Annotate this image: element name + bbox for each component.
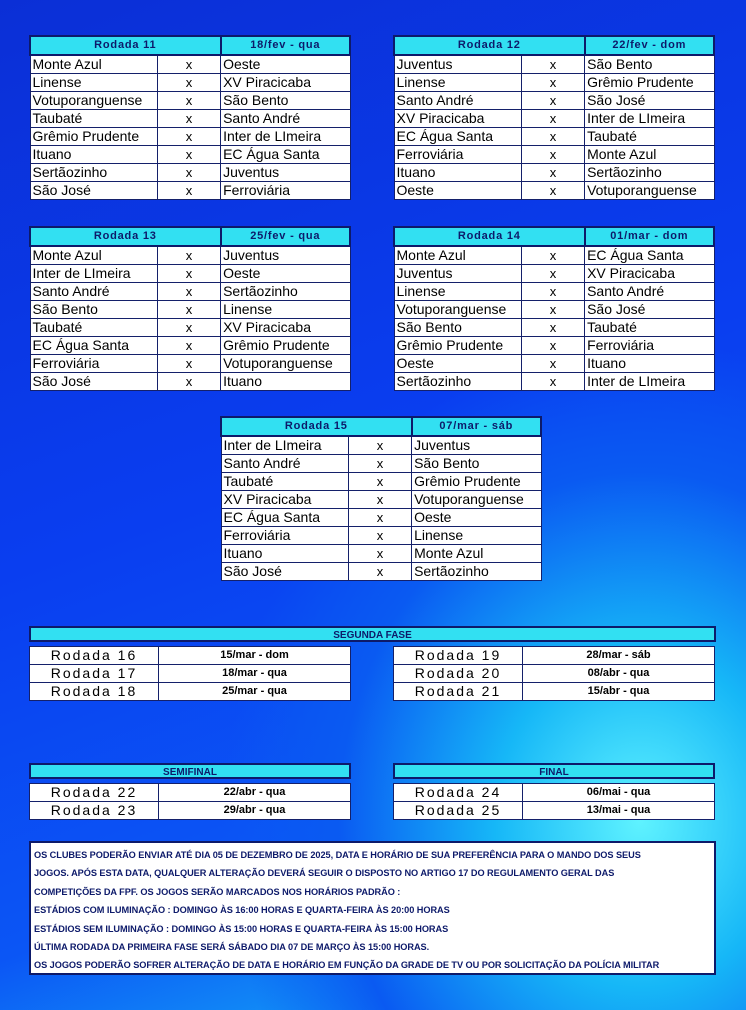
round-date: 25/mar - qua — [159, 683, 351, 701]
home-team: XV Piracicaba — [221, 491, 348, 509]
round-date: 15/mar - dom — [159, 647, 351, 665]
away-team: Inter de LImeira — [221, 128, 350, 146]
away-team: Juventus — [221, 246, 350, 265]
versus-mark: x — [348, 455, 411, 473]
round-name: Rodada 23 — [30, 802, 159, 820]
round-date: 28/mar - sáb — [523, 647, 715, 665]
home-team: São José — [30, 373, 157, 391]
round-date: 25/fev - qua — [221, 227, 350, 246]
match-row — [30, 355, 350, 373]
versus-mark: x — [521, 182, 584, 200]
round-title: Rodada 11 — [30, 36, 221, 55]
round-15-table — [220, 416, 542, 581]
versus-mark: x — [157, 128, 220, 146]
match-row — [221, 563, 541, 581]
away-team: Grêmio Prudente — [221, 337, 350, 355]
semifinal-header: SEMIFINAL — [29, 763, 351, 779]
home-team: EC Água Santa — [394, 128, 521, 146]
home-team: São José — [221, 563, 348, 581]
away-team: Oeste — [412, 509, 541, 527]
away-team: Ferroviária — [221, 182, 350, 200]
segunda-fase-left — [29, 646, 351, 701]
away-team: Linense — [221, 301, 350, 319]
home-team: Santo André — [30, 283, 157, 301]
round-title: Rodada 15 — [221, 417, 412, 436]
away-team: Votuporanguense — [585, 182, 714, 200]
phase-row — [394, 802, 715, 820]
versus-mark: x — [521, 373, 584, 391]
match-row — [30, 128, 350, 146]
phase-row — [394, 683, 715, 701]
versus-mark: x — [157, 319, 220, 337]
round-12-table — [393, 35, 715, 200]
away-team: Taubaté — [585, 319, 714, 337]
segunda-fase-header: SEGUNDA FASE — [29, 626, 716, 642]
match-row — [30, 55, 350, 74]
versus-mark: x — [157, 92, 220, 110]
note-line: OS CLUBES PODERÃO ENVIAR ATÉ DIA 05 DE DEZEMBRO DE 2025, DATA E HORÁRIO DE SUA PREFERÊNCIA PARA O MANDO DOS SEUS — [34, 850, 641, 860]
match-row — [394, 110, 714, 128]
notes-box — [29, 841, 716, 975]
versus-mark: x — [521, 128, 584, 146]
round-date: 22/abr - qua — [159, 784, 351, 802]
versus-mark: x — [521, 55, 584, 74]
home-team: Taubaté — [221, 473, 348, 491]
match-row — [221, 491, 541, 509]
away-team: XV Piracicaba — [585, 265, 714, 283]
versus-mark: x — [348, 545, 411, 563]
match-row — [221, 545, 541, 563]
versus-mark: x — [157, 373, 220, 391]
round-date: 08/abr - qua — [523, 665, 715, 683]
away-team: São Bento — [221, 92, 350, 110]
round-title: Rodada 12 — [394, 36, 585, 55]
versus-mark: x — [348, 563, 411, 581]
versus-mark: x — [157, 283, 220, 301]
round-date: 18/fev - qua — [221, 36, 350, 55]
away-team: Juventus — [221, 164, 350, 182]
round-date: 18/mar - qua — [159, 665, 351, 683]
round-date: 29/abr - qua — [159, 802, 351, 820]
note-line: ESTÁDIOS SEM ILUMINAÇÃO : DOMINGO ÀS 15:00 HORAS E QUARTA-FEIRA ÀS 15:00 HORAS — [34, 923, 449, 934]
match-row — [30, 373, 350, 391]
round-name: Rodada 18 — [30, 683, 159, 701]
home-team: EC Água Santa — [30, 337, 157, 355]
away-team: Oeste — [221, 55, 350, 74]
round-name: Rodada 20 — [394, 665, 523, 683]
match-row — [30, 92, 350, 110]
versus-mark: x — [157, 265, 220, 283]
round-13-table — [29, 226, 351, 391]
away-team: São José — [585, 301, 714, 319]
home-team: Ferroviária — [30, 355, 157, 373]
match-row — [30, 110, 350, 128]
away-team: São José — [585, 92, 714, 110]
final-header: FINAL — [393, 763, 715, 779]
away-team: Inter de LImeira — [585, 110, 714, 128]
home-team: EC Água Santa — [221, 509, 348, 527]
round-name: Rodada 21 — [394, 683, 523, 701]
home-team: Votuporanguense — [394, 301, 521, 319]
match-row — [394, 164, 714, 182]
versus-mark: x — [157, 301, 220, 319]
away-team: Votuporanguense — [412, 491, 541, 509]
home-team: Ituano — [30, 146, 157, 164]
home-team: Taubaté — [30, 110, 157, 128]
match-row — [394, 319, 714, 337]
away-team: Santo André — [221, 110, 350, 128]
versus-mark: x — [157, 74, 220, 92]
home-team: Monte Azul — [394, 246, 521, 265]
home-team: Linense — [30, 74, 157, 92]
away-team: Votuporanguense — [221, 355, 350, 373]
round-date: 01/mar - dom — [585, 227, 714, 246]
away-team: EC Água Santa — [221, 146, 350, 164]
match-row — [30, 146, 350, 164]
home-team: Juventus — [394, 265, 521, 283]
match-row — [30, 319, 350, 337]
versus-mark: x — [348, 491, 411, 509]
away-team: São Bento — [585, 55, 714, 74]
versus-mark: x — [521, 319, 584, 337]
match-row — [221, 509, 541, 527]
phase-row — [30, 647, 351, 665]
round-name: Rodada 17 — [30, 665, 159, 683]
match-row — [30, 164, 350, 182]
segunda-fase-right — [393, 646, 715, 701]
semifinal-table — [29, 783, 351, 820]
versus-mark: x — [348, 509, 411, 527]
versus-mark: x — [521, 110, 584, 128]
away-team: Linense — [412, 527, 541, 545]
home-team: São Bento — [394, 319, 521, 337]
match-row — [394, 265, 714, 283]
versus-mark: x — [521, 246, 584, 265]
match-row — [30, 74, 350, 92]
away-team: Monte Azul — [412, 545, 541, 563]
versus-mark: x — [157, 55, 220, 74]
home-team: Ituano — [394, 164, 521, 182]
home-team: São José — [30, 182, 157, 200]
versus-mark: x — [157, 110, 220, 128]
phase-row — [394, 665, 715, 683]
versus-mark: x — [348, 527, 411, 545]
match-row — [394, 373, 714, 391]
home-team: Ferroviária — [394, 146, 521, 164]
away-team: Sertãozinho — [585, 164, 714, 182]
note-line: ÚLTIMA RODADA DA PRIMEIRA FASE SERÁ SÁBADO DIA 07 DE MARÇO ÀS 15:00 HORAS. — [34, 942, 430, 953]
round-name: Rodada 22 — [30, 784, 159, 802]
versus-mark: x — [348, 473, 411, 491]
away-team: Oeste — [221, 265, 350, 283]
home-team: Monte Azul — [30, 246, 157, 265]
home-team: Inter de LImeira — [30, 265, 157, 283]
home-team: Votuporanguense — [30, 92, 157, 110]
away-team: Sertãozinho — [412, 563, 541, 581]
versus-mark: x — [521, 283, 584, 301]
round-name: Rodada 25 — [394, 802, 523, 820]
versus-mark: x — [157, 182, 220, 200]
versus-mark: x — [157, 337, 220, 355]
home-team: São Bento — [30, 301, 157, 319]
home-team: Inter de LImeira — [221, 436, 348, 455]
home-team: XV Piracicaba — [394, 110, 521, 128]
match-row — [394, 55, 714, 74]
match-row — [394, 301, 714, 319]
round-name: Rodada 19 — [394, 647, 523, 665]
home-team: Grêmio Prudente — [394, 337, 521, 355]
match-row — [221, 473, 541, 491]
round-date: 06/mai - qua — [523, 784, 715, 802]
match-row — [394, 92, 714, 110]
final-table — [393, 783, 715, 820]
note-line: COMPETIÇÕES DA FPF. OS JOGOS SERÃO MARCADOS NOS HORÁRIOS PADRÃO : — [34, 886, 401, 897]
round-11-table — [29, 35, 351, 200]
round-name: Rodada 16 — [30, 647, 159, 665]
match-row — [394, 246, 714, 265]
note-line: ESTÁDIOS COM ILUMINAÇÃO : DOMINGO ÀS 16:00 HORAS E QUARTA-FEIRA ÀS 20:00 HORAS — [34, 905, 450, 916]
round-14-table — [393, 226, 715, 391]
home-team: Sertãozinho — [394, 373, 521, 391]
match-row — [30, 182, 350, 200]
note-line: JOGOS. APÓS ESTA DATA, QUALQUER ALTERAÇÃO DEVERÁ SEGUIR O DISPOSTO NO ARTIGO 17 DO REGULAMENTO GERAL DAS — [34, 868, 615, 879]
versus-mark: x — [521, 337, 584, 355]
match-row — [30, 301, 350, 319]
away-team: XV Piracicaba — [221, 74, 350, 92]
match-row — [394, 146, 714, 164]
match-row — [394, 182, 714, 200]
away-team: Ituano — [585, 355, 714, 373]
home-team: Linense — [394, 283, 521, 301]
away-team: EC Água Santa — [585, 246, 714, 265]
phase-row — [30, 683, 351, 701]
versus-mark: x — [157, 164, 220, 182]
away-team: Ferroviária — [585, 337, 714, 355]
versus-mark: x — [521, 355, 584, 373]
versus-mark: x — [521, 164, 584, 182]
versus-mark: x — [157, 146, 220, 164]
away-team: Grêmio Prudente — [585, 74, 714, 92]
away-team: Juventus — [412, 436, 541, 455]
match-row — [30, 283, 350, 301]
away-team: XV Piracicaba — [221, 319, 350, 337]
match-row — [394, 74, 714, 92]
home-team: Juventus — [394, 55, 521, 74]
versus-mark: x — [521, 301, 584, 319]
match-row — [394, 128, 714, 146]
away-team: Santo André — [585, 283, 714, 301]
home-team: Monte Azul — [30, 55, 157, 74]
versus-mark: x — [157, 355, 220, 373]
away-team: Inter de LImeira — [585, 373, 714, 391]
match-row — [30, 337, 350, 355]
home-team: Ferroviária — [221, 527, 348, 545]
home-team: Taubaté — [30, 319, 157, 337]
round-date: 15/abr - qua — [523, 683, 715, 701]
away-team: Monte Azul — [585, 146, 714, 164]
round-date: 13/mai - qua — [523, 802, 715, 820]
phase-row — [30, 665, 351, 683]
match-row — [221, 527, 541, 545]
versus-mark: x — [521, 265, 584, 283]
phase-row — [30, 802, 351, 820]
match-row — [30, 246, 350, 265]
round-title: Rodada 13 — [30, 227, 221, 246]
match-row — [394, 337, 714, 355]
match-row — [394, 283, 714, 301]
away-team: São Bento — [412, 455, 541, 473]
home-team: Grêmio Prudente — [30, 128, 157, 146]
match-row — [221, 436, 541, 455]
note-line: OS JOGOS PODERÃO SOFRER ALTERAÇÃO DE DATA E HORÁRIO EM FUNÇÃO DA GRADE DE TV OU POR SOLICITAÇÃO DA POLÍCIA MILITAR — [34, 960, 660, 971]
match-row — [394, 355, 714, 373]
versus-mark: x — [157, 246, 220, 265]
home-team: Linense — [394, 74, 521, 92]
home-team: Ituano — [221, 545, 348, 563]
home-team: Oeste — [394, 182, 521, 200]
versus-mark: x — [521, 146, 584, 164]
away-team: Ituano — [221, 373, 350, 391]
away-team: Grêmio Prudente — [412, 473, 541, 491]
versus-mark: x — [348, 436, 411, 455]
round-name: Rodada 24 — [394, 784, 523, 802]
round-date: 22/fev - dom — [585, 36, 714, 55]
match-row — [221, 455, 541, 473]
phase-row — [394, 647, 715, 665]
round-title: Rodada 14 — [394, 227, 585, 246]
home-team: Santo André — [221, 455, 348, 473]
phase-row — [30, 784, 351, 802]
home-team: Oeste — [394, 355, 521, 373]
match-row — [30, 265, 350, 283]
round-date: 07/mar - sáb — [412, 417, 541, 436]
home-team: Sertãozinho — [30, 164, 157, 182]
phase-row — [394, 784, 715, 802]
away-team: Sertãozinho — [221, 283, 350, 301]
away-team: Taubaté — [585, 128, 714, 146]
versus-mark: x — [521, 74, 584, 92]
versus-mark: x — [521, 92, 584, 110]
home-team: Santo André — [394, 92, 521, 110]
